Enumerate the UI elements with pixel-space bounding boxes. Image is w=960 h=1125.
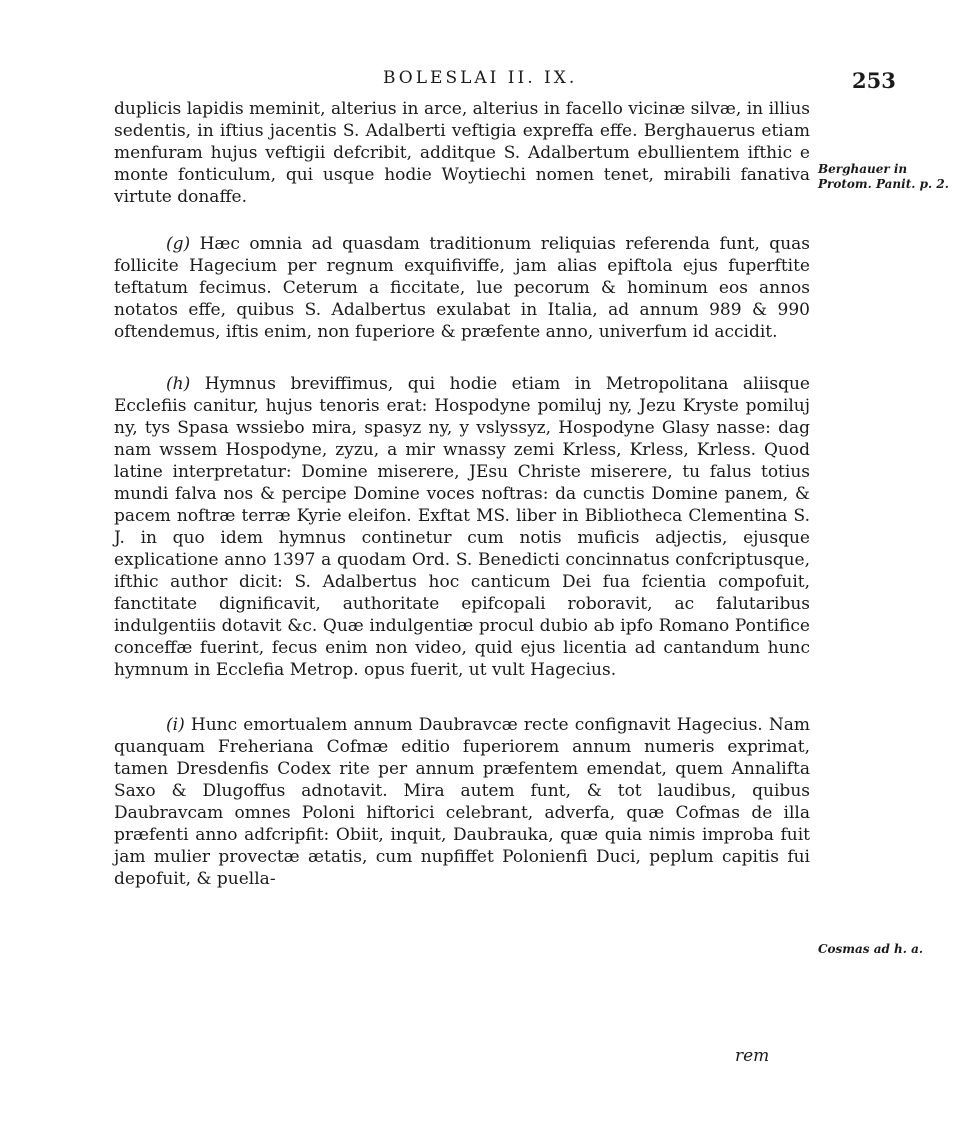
- main-text-column: [114, 98, 810, 890]
- page-header: [0, 68, 960, 96]
- paragraph-text: duplicis lapidis meminit, alterius in arce, alterius in facello vicinæ silvæ, in illius sedentis, in iftius jacentis S. Adalberti veftigia expreffa effe. Berghauerus etiam menfuram hujus veftigii defcribit, additque S. Adalbertum ebullientem ifthic e monte fonticulum, qui usque hodie Woytiechi nomen tenet, mirabili fanativa virtute donaffe.: [114, 99, 810, 207]
- footnote-h: [114, 373, 810, 681]
- footnote-i: [114, 714, 810, 890]
- footnote-mark: (i): [166, 715, 185, 735]
- footnote-text: Hunc emortualem annum Daubravcæ recte confignavit Hagecius. Nam quanquam Freheriana Cofmæ editio fuperiorem annum numeris exprimat, tamen Dresdenfis Codex rite per annum præfentem emendat, quem Annalifta Saxo & Dlugoffus adnotavit. Mira autem funt, & tot laudibus, quibus Daubravcam omnes Poloni hiftorici celebrant, adverfa, quæ Cofmas de illa præfenti anno adfcripfit: Obiit, inquit, Daubrauka, quæ quia nimis improba fuit jam mulier provectæ ætatis, cum nupfiffet Polonienfi Duci, peplum capitis fui depofuit, & puella-: [114, 715, 810, 889]
- footnote-g: [114, 233, 810, 343]
- margin-note-berghauer: Berghauer in Protom. Panit. p. 2.: [818, 162, 949, 191]
- footnote-mark: (h): [166, 374, 191, 394]
- running-title: BOLESLAI II. IX.: [383, 68, 578, 88]
- catchword: rem: [735, 1046, 770, 1066]
- footnote-text: Hæc omnia ad quasdam traditionum reliquias referenda funt, quas follicite Hagecium per regnum exquifiviffe, jam alias epiftola ejus fuperftite teftatum fecimus. Ceterum a ficcitate, lue pecorum & hominum eos annos notatos effe, quibus S. Adalbertus exulabat in Italia, ad annum 989 & 990 oftendemus, iftis enim, non fuperiore & præfente anno, univerfum id accidit.: [114, 234, 810, 342]
- page-number: 253: [852, 68, 896, 93]
- margin-note-cosmas: Cosmas ad h. a.: [818, 942, 924, 956]
- paragraph-continuation: [114, 98, 810, 208]
- footnote-mark: (g): [166, 234, 191, 254]
- footnote-text: Hymnus breviffimus, qui hodie etiam in Metropolitana aliisque Ecclefiis canitur, hujus tenoris erat: Hospodyne pomiluj ny, Jezu Kryste pomiluj ny, tys Spasa wssiebo mira, spasyz ny, y vslyssyz, Hospodyne Glasy nasse: dag nam wssem Hospodyne, zyzu, a mir wnassy zemi Krless, Krless, Krless. Quod latine interpretatur: Domine miserere, JEsu Christe miserere, tu falus totius mundi falva nos & percipe Domine voces noftras: da cunctis Domine panem, & pacem noftræ terræ Kyrie eleifon. Exftat MS. liber in Bibliotheca Clementina S. J. in quo idem hymnus continetur cum notis muficis adjectis, ejusque explicatione anno 1397 a quodam Ord. S. Benedicti concinnatus confcriptusque, ifthic author dicit: S. Adalbertus hoc canticum Dei fua fcientia compofuit, fanctitate dignificavit, authoritate epifcopali roboravit, ac falutaribus indulgentiis dotavit &c. Quæ indulgentiæ procul dubio ab ipfo Romano Pontifice conceffæ fuerint, fecus enim non video, quid ejus licentia ad cantandum hunc hymnum in Ecclefia Metrop. opus fuerit, ut vult Hagecius.: [114, 374, 810, 680]
